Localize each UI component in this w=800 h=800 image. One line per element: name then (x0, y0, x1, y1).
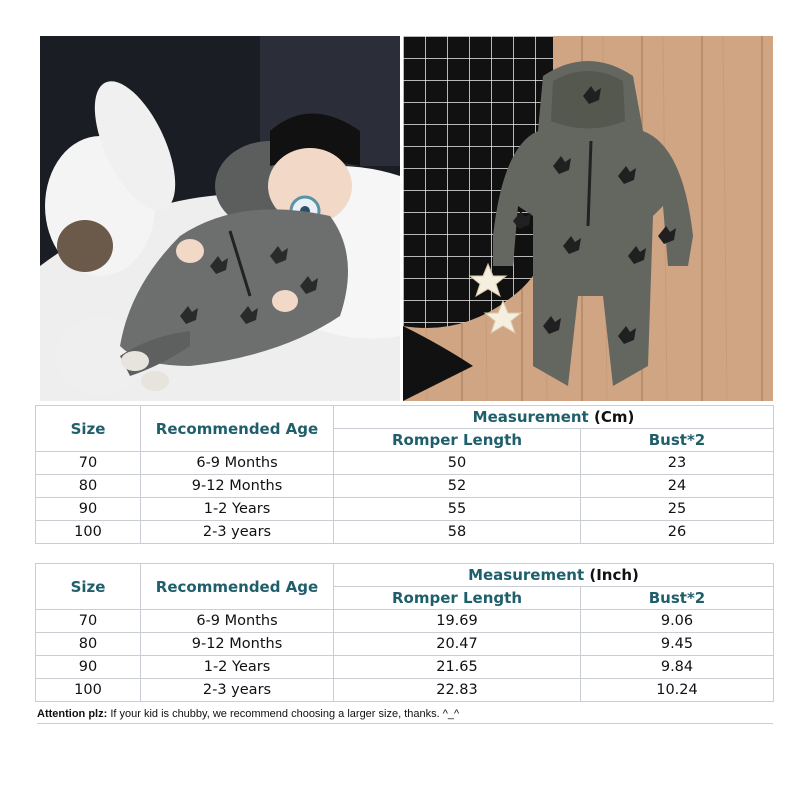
table-row (36, 633, 774, 656)
length-cell: 55 (334, 498, 581, 521)
measurement-header (334, 406, 774, 429)
attention-text: If your kid is chubby, we recommend choosing a larger size, thanks. ^_^ (107, 708, 460, 720)
romper-length-header: Romper Length (334, 587, 581, 610)
size-cell: 80 (36, 475, 141, 498)
age-cell: 9-12 Months (141, 633, 334, 656)
size-cell: 70 (36, 610, 141, 633)
bust-cell: 24 (581, 475, 774, 498)
size-table-inch (35, 563, 774, 702)
measurement-unit: (Cm) (593, 408, 635, 426)
bust-header: Bust*2 (581, 587, 774, 610)
table-row (36, 521, 774, 544)
attention-note (37, 705, 773, 724)
bust-cell: 10.24 (581, 679, 774, 702)
length-cell: 20.47 (334, 633, 581, 656)
romper-flatlay-photo (403, 36, 773, 401)
baby-photo (40, 36, 400, 401)
bust-header: Bust*2 (581, 429, 774, 452)
length-cell: 21.65 (334, 656, 581, 679)
age-cell: 6-9 Months (141, 610, 334, 633)
size-cell: 70 (36, 452, 141, 475)
age-cell: 9-12 Months (141, 475, 334, 498)
table-header-row (36, 406, 774, 429)
bust-cell: 23 (581, 452, 774, 475)
bust-cell: 9.45 (581, 633, 774, 656)
length-cell: 19.69 (334, 610, 581, 633)
length-cell: 22.83 (334, 679, 581, 702)
size-cell: 100 (36, 521, 141, 544)
age-cell: 1-2 Years (141, 498, 334, 521)
bust-cell: 25 (581, 498, 774, 521)
length-cell: 58 (334, 521, 581, 544)
measurement-unit: (Inch) (589, 566, 639, 584)
attention-label: Attention plz: (37, 708, 108, 720)
table-row (36, 610, 774, 633)
baby-in-romper-image (40, 36, 400, 401)
table-row (36, 679, 774, 702)
measurement-label: Measurement (472, 408, 589, 426)
table-row (36, 475, 774, 498)
romper-length-header: Romper Length (334, 429, 581, 452)
age-cell: 2-3 years (141, 679, 334, 702)
age-cell: 2-3 years (141, 521, 334, 544)
age-cell: 1-2 Years (141, 656, 334, 679)
measurement-header (334, 564, 774, 587)
bust-cell: 9.84 (581, 656, 774, 679)
size-cell: 100 (36, 679, 141, 702)
size-cell: 90 (36, 656, 141, 679)
bust-cell: 9.06 (581, 610, 774, 633)
table-header-row (36, 564, 774, 587)
size-cell: 90 (36, 498, 141, 521)
size-table-cm (35, 405, 774, 544)
length-cell: 50 (334, 452, 581, 475)
table-row (36, 656, 774, 679)
age-cell: 6-9 Months (141, 452, 334, 475)
size-header: Size (36, 406, 141, 452)
length-cell: 52 (334, 475, 581, 498)
table-row (36, 452, 774, 475)
size-header: Size (36, 564, 141, 610)
recommended-age-header: Recommended Age (141, 406, 334, 452)
recommended-age-header: Recommended Age (141, 564, 334, 610)
bust-cell: 26 (581, 521, 774, 544)
romper-flatlay-image (403, 36, 773, 401)
size-cell: 80 (36, 633, 141, 656)
table-row (36, 498, 774, 521)
measurement-label: Measurement (468, 566, 585, 584)
